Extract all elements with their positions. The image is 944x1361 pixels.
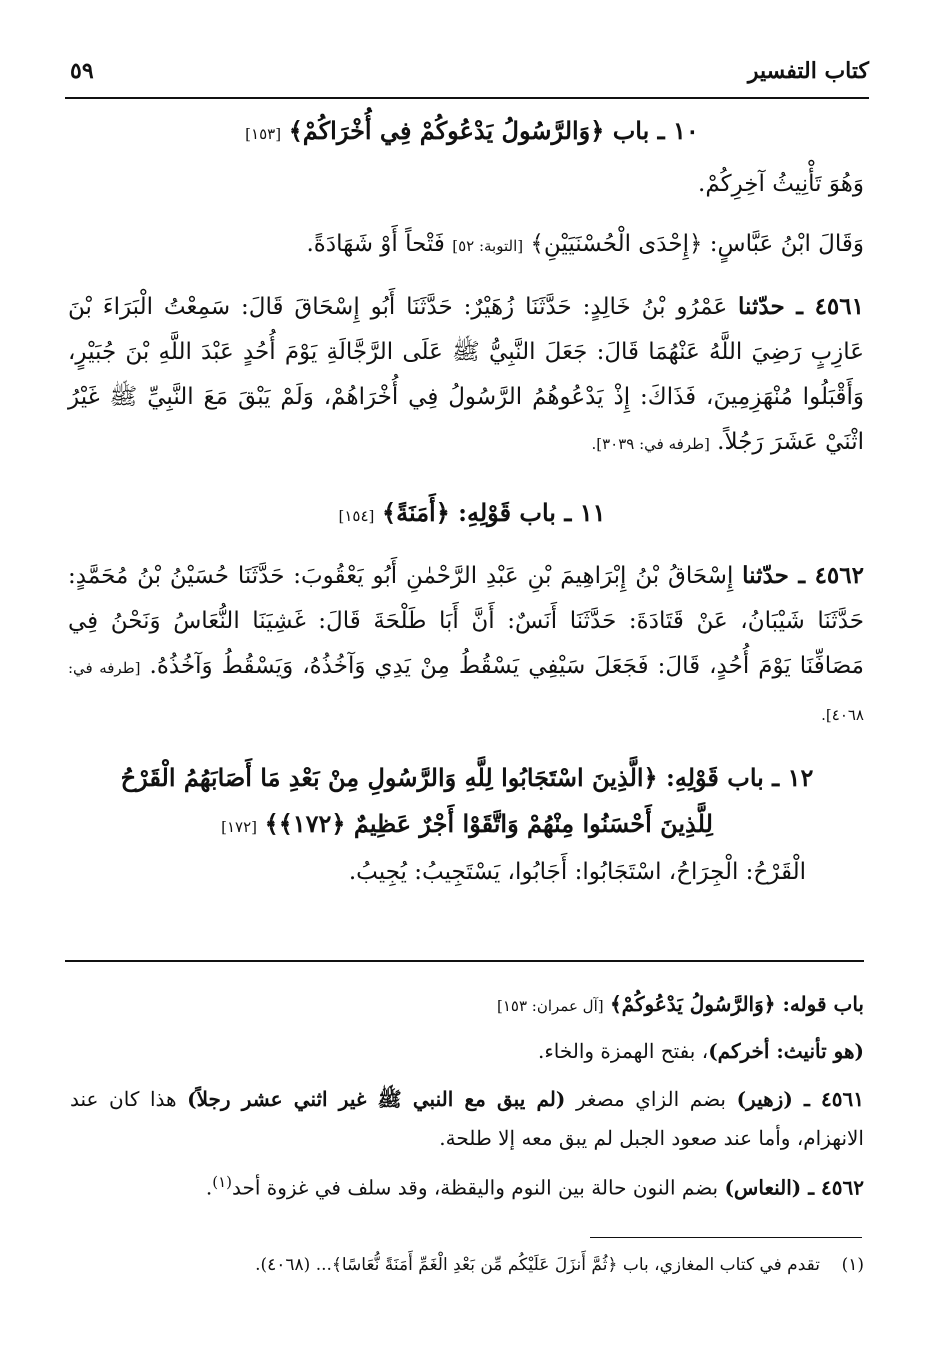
footnote-marker: (١)	[212, 1173, 232, 1191]
note-4561-b: هذا كان عند الانهزام، وأما عند صعود الجبل لم يبق معه إلا طلحة.	[70, 1087, 864, 1150]
note-1-bold: (هو تأنيث: أخركم)	[708, 1039, 864, 1063]
note-4561-bold: (لم يبق مع النبي ﷺ غير اثني عشر رجلاً)	[187, 1087, 566, 1111]
hadith-4561-ref: [طرفه في: ٣٠٣٩].	[591, 435, 710, 453]
note-4561-number: ٤٥٦١ ـ (زهير)	[736, 1087, 865, 1111]
header-rule	[65, 97, 869, 99]
hadith-4562-text: إِسْحَاقُ بْنُ إِبْرَاهِيمَ بْنِ عَبْدِ الرَّحْمٰنِ أَبُو يَعْقُوبَ: حَدَّثَنَا حُسَيْنُ بْنُ مُحَمَّدٍ: حَدَّثَنَا شَيْبَانُ، عَنْ قَتَادَةَ: حَدَّثَنَا أَنَسٌ: أَنَّ أَبَا طَلْحَةَ قَالَ: غَشِيَنَا النُّعَاسُ وَنَحْنُ فِي مَصَافِّنَا يَوْمَ أُحُدٍ، قَالَ: فَجَعَلَ سَيْفِي يَسْقُطُ مِنْ يَدِي وَآخُذُهُ، وَيَسْقُطُ وَآخُذُهُ.	[68, 563, 864, 679]
chapter-10-ref: [١٥٣]	[245, 125, 282, 143]
note-4561	[70, 1080, 864, 1158]
chapter-11-ref: [١٥٤]	[338, 507, 375, 525]
running-title: كتاب التفسير	[747, 58, 869, 84]
note-1	[70, 1032, 864, 1071]
note-4562-number: ٤٥٦٢ ـ (النعاس)	[724, 1175, 864, 1200]
chapter-10-line2-text: وَقَالَ ابْنُ عَبَّاسٍ: ﴿إِحْدَى الْحُسْنَيَيْنِ﴾	[530, 231, 864, 257]
chapter-12-line: الْقَرْحُ: الْجِرَاحُ، اسْتَجَابُوا: أَجَابُوا، يَسْتَجِيبُ: يُجِيبُ.	[348, 859, 806, 885]
page-header	[70, 58, 869, 98]
note-4561-a: بضم الزاي مصغر	[575, 1087, 726, 1111]
chapter-10-line2-ref: [التوبة: ٥٢]	[452, 237, 524, 255]
hadith-4561-text: عَمْرُو بْنُ خَالِدٍ: حَدَّثَنَا زُهَيْرٌ: حَدَّثَنَا أَبُو إِسْحَاقَ قَالَ: سَمِعْتُ الْبَرَاءَ بْنَ عَازِبٍ رَضِيَ اللَّهُ عَنْهُمَا قَالَ: جَعَلَ النَّبِيُّ ﷺ عَلَى الرَّجَّالَةِ يَوْمَ أُحُدٍ عَبْدَ اللَّهِ بْنَ جُبَيْرٍ، وَأَقْبَلُوا مُنْهَزِمِينَ، فَذَاكَ: إِذْ يَدْعُوهُمُ الرَّسُولُ فِي أُخْرَاهُمْ، وَلَمْ يَبْقَ مَعَ النَّبِيِّ ﷺ غَيْرُ اثْنَيْ عَشَرَ رَجُلاً.	[68, 294, 864, 455]
chapter-11-heading	[60, 490, 884, 539]
hadith-4562-number: ٤٥٦٢ ـ حدّثنا	[742, 562, 864, 589]
page-number: ٥٩	[70, 58, 94, 84]
chapter-10-line2-end: فَتْحاً أَوْ شَهَادَةً.	[306, 231, 445, 257]
note-4562-end: .	[205, 1175, 213, 1200]
note-4562-text: بضم النون حالة بين النوم واليقظة، وقد سلف في غزوة أحد	[231, 1175, 719, 1200]
note-4562	[70, 1163, 864, 1208]
footnote-rule	[590, 1237, 862, 1238]
hadith-4561-number: ٤٥٦١ ـ حدّثنا	[738, 293, 864, 320]
hadith-4562-ref: [طرفه في: ٤٠٦٨].	[68, 659, 864, 724]
note-heading	[70, 985, 864, 1026]
footnote-text: تقدم في كتاب المغازي، باب ﴿ثُمَّ أَنزَلَ عَلَيْكُم مِّن بَعْدِ الْغَمِّ أَمَنَةً نُّعَاسًا﴾... (٤٠٦٨).	[255, 1255, 820, 1275]
note-heading-title: باب قوله: ﴿وَالرَّسُولُ يَدْعُوكُمْ﴾	[609, 992, 864, 1016]
chapter-10-line2	[68, 222, 864, 269]
hadith-4562	[68, 553, 864, 738]
chapter-10-line1: وَهُوَ تَأْنِيثُ آخِرِكُمْ.	[698, 171, 864, 197]
footnote	[70, 1250, 864, 1280]
chapter-12-ref: [١٧٢]	[221, 818, 257, 836]
note-heading-ref: [آل عمران: ١٥٣]	[496, 997, 604, 1015]
chapter-12-title: ١٢ ـ باب قَوْلِهِ: ﴿الَّذِينَ اسْتَجَابُوا لِلَّهِ وَالرَّسُولِ مِنْ بَعْدِ مَا أَصَابَهُمُ الْقَرْحُ لِلَّذِينَ أَحْسَنُوا مِنْهُمْ وَاتَّقَوْا أَجْرٌ عَظِيمٌ ﴿١٧٢﴾﴾	[120, 763, 814, 838]
chapter-10-title: ١٠ ـ باب ﴿وَالرَّسُولُ يَدْعُوكُمْ فِي أُخْرَاكُمْ﴾	[288, 116, 699, 145]
chapter-11-title: ١١ ـ باب قَوْلِهِ: ﴿أَمَنَةً﴾	[382, 498, 606, 527]
hadith-4561	[68, 284, 864, 467]
chapter-12-heading	[110, 755, 824, 850]
commentary-rule	[65, 960, 864, 962]
footnote-number: (١)	[841, 1255, 864, 1275]
chapter-10-heading	[60, 108, 884, 157]
note-1-text: ، بفتح الهمزة والخاء.	[538, 1039, 709, 1063]
